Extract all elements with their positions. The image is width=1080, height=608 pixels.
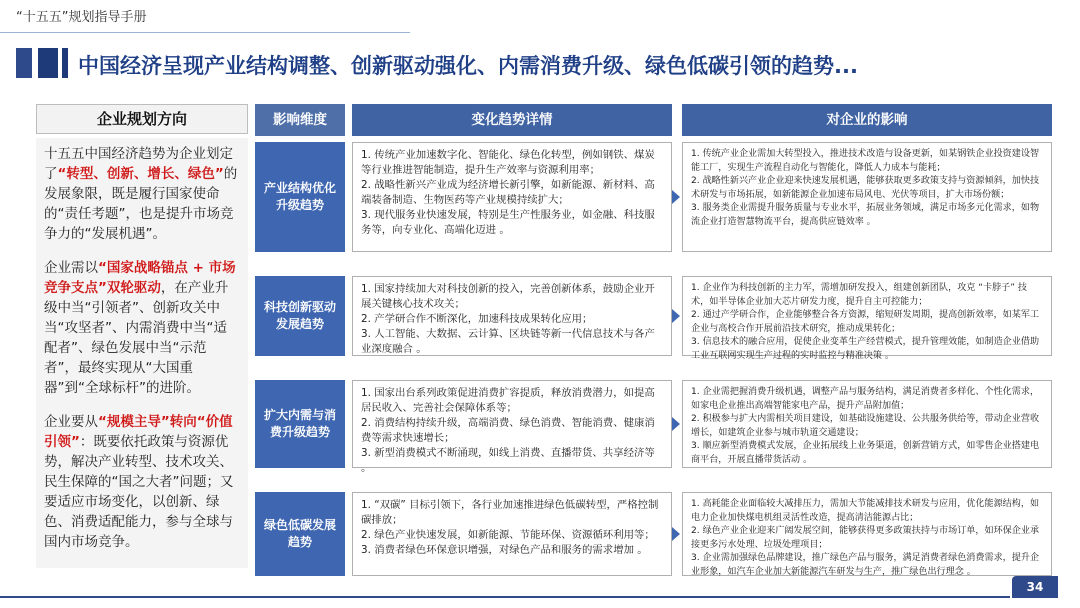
impact-item: 2. 绿色产业企业迎来广阔发展空间，能够获得更多政策扶持与市场订单，如环保企业承接更多污水处理、垃圾处理项目； [691, 526, 1040, 550]
left-column-header: 企业规划方向 [36, 104, 248, 134]
trend-box-green [352, 492, 672, 576]
dimension-label: 升级趋势 [275, 198, 324, 212]
trend-item: 1. 国家持续加大对科技创新的投入，完善创新体系，鼓励企业开展关键核心技术攻关； [361, 283, 655, 310]
dimension-label: 科技创新驱动 [263, 300, 336, 314]
dimension-label: 费升级趋势 [269, 425, 330, 439]
paragraph-3 [44, 412, 240, 552]
trend-item: 1. 国家出台系列政策促进消费扩容提质，释放消费潜力，如提高居民收入、完善社会保障体系等； [361, 387, 655, 414]
arrow-right-icon [672, 190, 680, 204]
impact-item: 3. 顺应新型消费模式发展，企业拓展线上业务渠道，创新营销方式，如零售企业搭建电商平台，开展直播带货活动 。 [691, 441, 1040, 465]
header-dimension: 影响维度 [255, 104, 345, 136]
dimension-consumption [255, 380, 345, 468]
paragraph-2-text-end: ，在产业升级中当“引领者”、创新攻关中当“攻坚者”、内需消费中当“适配者”、绿色发展中当“示范者”，最终实现从“大国重器”到“全球标杆”的进阶。 [44, 280, 229, 396]
header-impact: 对企业的影响 [682, 104, 1052, 136]
impact-item: 1. 传统产业企业需加大转型投入，推进技术改造与设备更新，如某钢铁企业投资建设智能工厂，实现生产流程自动化与智能化，降低人力成本与能耗； [691, 149, 1040, 173]
dimension-label: 绿色低碳发展 [263, 518, 336, 532]
dimension-label: 扩大内需与消 [263, 408, 336, 422]
trend-item: 3. 人工智能、大数据、云计算、区块链等新一代信息技术与各产业深度融合 。 [361, 328, 655, 355]
trend-item: 1. “双碳” 目标引领下，各行业加速推进绿色低碳转型，严格控制碳排放； [361, 499, 659, 526]
title-accent-bar [16, 48, 32, 78]
page-number: 34 [1012, 576, 1058, 598]
impact-box-consumption [682, 380, 1052, 468]
impact-box-industry [682, 142, 1052, 252]
trend-item: 3. 消费者绿色环保意识增强，对绿色产品和服务的需求增加 。 [361, 544, 648, 556]
trend-item: 3. 现代服务业快速发展，特别是生产性服务业，如金融、科技服务等，向专业化、高端化迈进 。 [361, 209, 655, 236]
impact-item: 3. 服务类企业需提升服务质量与专业水平，拓展业务领域，满足市场多元化需求，如物流企业打造智慧物流平台，提高供应链效率 。 [691, 203, 1040, 227]
paragraph-2-highlight: “国家战略锚点 + 市场竞争支点”双轮驱动 [44, 260, 236, 296]
page-title: 中国经济呈现产业结构调整、创新驱动强化、内需消费升级、绿色低碳引领的趋势... [78, 54, 858, 78]
trend-box-innovation [352, 276, 672, 356]
paragraph-3-text-end: ：既要依托政策与资源优势，解决产业转型、技术攻关、民生保障的“国之大者”问题；又要适应市场变化，以创新、绿色、消费适配能力，参与全球与国内市场竞争。 [44, 434, 234, 550]
trend-box-industry [352, 142, 672, 252]
paragraph-1 [44, 144, 240, 244]
dimension-industry [255, 142, 345, 252]
left-column-body [36, 138, 248, 568]
impact-item: 2. 积极参与扩大内需相关项目建设，如基础设施建设、公共服务供给等，带动企业营收增长，如建筑企业参与城市轨道交通建设； [691, 414, 1040, 438]
trend-item: 2. 战略性新兴产业成为经济增长新引擎，如新能源、新材料、高端装备制造、生物医药等产业规模持续扩大； [361, 179, 655, 206]
paragraph-3-text: 企业要从 [44, 414, 98, 430]
arrow-right-icon [672, 417, 680, 431]
trend-box-consumption [352, 380, 672, 474]
arrow-right-icon [672, 309, 680, 323]
paragraph-2 [44, 258, 240, 398]
impact-item: 3. 信息技术的融合应用，促使企业变革生产经营模式，提升管理效能，如制造企业借助工业互联网实现生产过程的实时监控与精准决策 。 [691, 337, 1040, 361]
impact-box-green [682, 492, 1052, 576]
trend-item: 3. 新型消费模式不断涌现，如线上消费、直播带货、共享经济等 。 [361, 447, 655, 474]
impact-box-innovation [682, 276, 1052, 361]
dimension-label: 趋势 [287, 535, 312, 549]
impact-item: 1. 企业需把握消费升级机遇，调整产品与服务结构，满足消费者多样化、个性化需求，如家电企业推出高端智能家电产品，提升产品附加值； [691, 387, 1040, 411]
dimension-green [255, 492, 345, 576]
impact-item: 3. 企业需加强绿色品牌建设，推广绿色产品与服务，满足消费者绿色消费需求，提升企业形象，如汽车企业加大新能源汽车研发与生产，推广绿色出行理念 。 [691, 553, 1040, 577]
dimension-label: 发展趋势 [275, 317, 324, 331]
paragraph-3-highlight: “规模主导”转向“价值引领” [44, 414, 233, 450]
impact-item: 1. 高耗能企业面临较大减排压力，需加大节能减排技术研发与应用，优化能源结构，如电力企业加快煤电机组灵活性改造，提高清洁能源占比； [691, 499, 1040, 523]
dimension-innovation [255, 276, 345, 356]
paragraph-2-text: 企业需以 [44, 260, 98, 276]
trend-item: 2. 绿色产业快速发展，如新能源、节能环保、资源循环利用等； [361, 529, 655, 541]
trend-item: 1. 传统产业加速数字化、智能化、绿色化转型，例如钢铁、煤炭等行业推进智能制造，提升生产效率与资源利用率； [361, 149, 655, 176]
paragraph-1-text-end: 的发展象限，既是履行国家使命的“责任考题”，也是提升市场竞争力的“发展机遇”。 [44, 166, 238, 242]
impact-item: 1. 企业作为科技创新的主力军，需增加研发投入，组建创新团队，攻克 “卡脖子” 技术，如半导体企业加大芯片研发力度，提升自主可控能力； [691, 283, 1027, 307]
trend-item: 2. 产学研合作不断深化，加速科技成果转化应用； [361, 313, 593, 325]
arrow-right-icon [672, 527, 680, 541]
dimension-label: 产业结构优化 [263, 181, 336, 195]
paragraph-1-highlight: “转型、创新、增长、绿色” [57, 166, 224, 182]
trend-item: 2. 消费结构持续升级，高端消费、绿色消费、智能消费、健康消费等需求快速增长； [361, 417, 655, 444]
title-accent-bar-2 [38, 48, 58, 78]
impact-item: 2. 战略性新兴产业企业迎来快速发展机遇，能够获取更多政策支持与资源倾斜，加快技术研发与市场拓展，如新能源企业加速布局风电、光伏等项目，扩大市场份额； [691, 176, 1040, 200]
footer-divider [0, 596, 1010, 598]
header-divider [0, 32, 410, 33]
document-title: “十五五”规划指导手册 [16, 10, 147, 25]
paragraph-1-text: 十五五中国经济趋势为企业划定了 [44, 146, 233, 182]
header-trend: 变化趋势详情 [352, 104, 672, 136]
impact-item: 2. 通过产学研合作，企业能够整合各方资源，缩短研发周期，提高创新效率，如某军工企业与高校合作开展前沿技术研究，推动成果转化； [691, 310, 1040, 334]
